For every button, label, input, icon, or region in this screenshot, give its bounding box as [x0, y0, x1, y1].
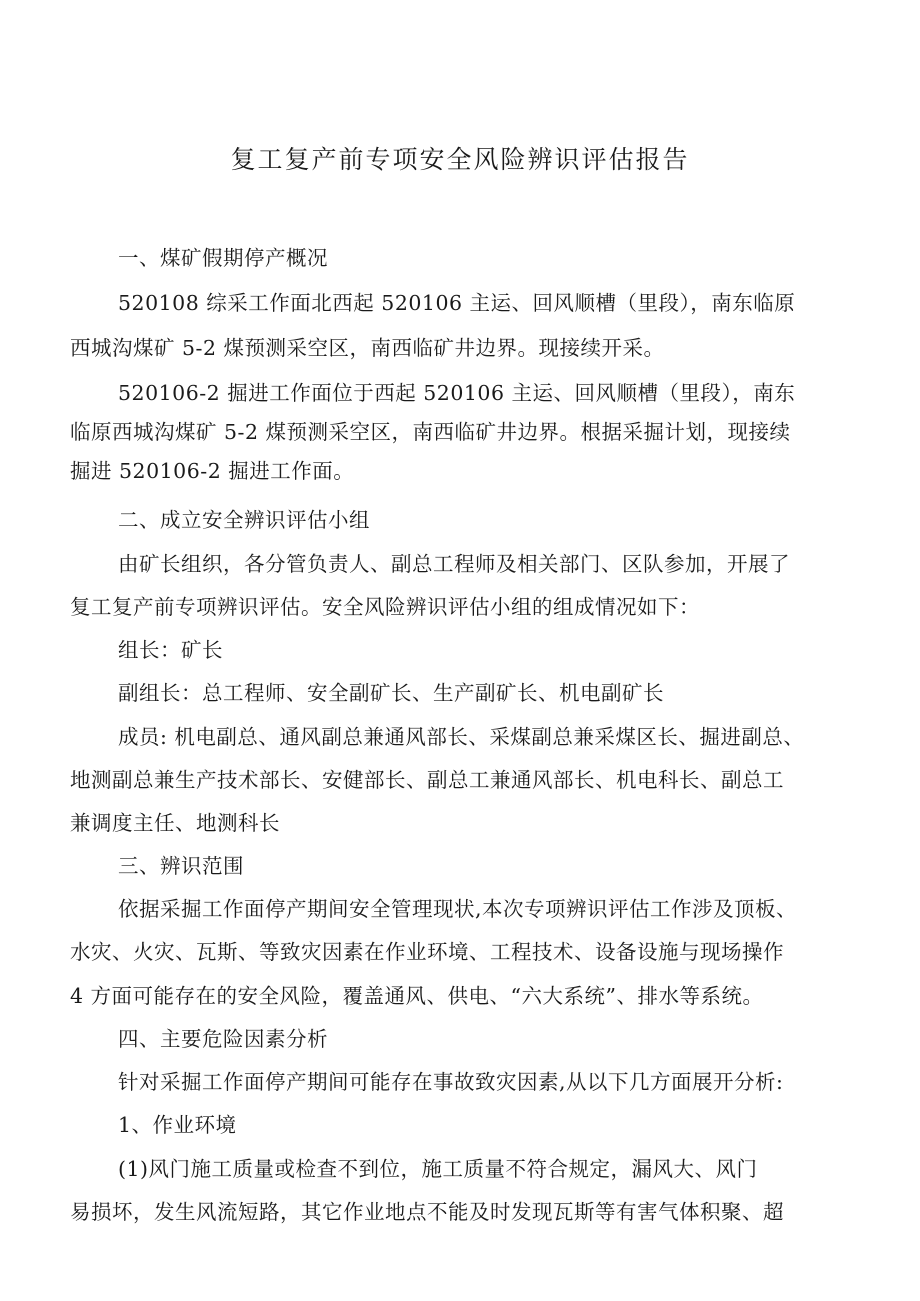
- paragraph-line: 西城沟煤矿 5-2 煤预测采空区，南西临矿井边界。现接续开采。: [70, 336, 665, 360]
- members-line: 兼调度主任、地测科长: [70, 811, 280, 835]
- team-leader-line: 组长：矿长: [118, 638, 223, 662]
- subsection-heading: 1、作业环境: [118, 1113, 237, 1137]
- document-title: 复工复产前专项安全风险辨识评估报告: [230, 145, 690, 174]
- paragraph-line: 520108 综采工作面北西起 520106 主运、回风顺槽（里段），南东临原: [118, 291, 796, 315]
- section-heading-3: 三、辨识范围: [118, 854, 244, 878]
- paragraph-line: 易损坏，发生风流短路，其它作业地点不能及时发现瓦斯等有害气体积聚、超: [70, 1200, 784, 1224]
- section-heading-1: 一、煤矿假期停产概况: [118, 246, 328, 270]
- paragraph-line: 针对采掘工作面停产期间可能存在事故致灾因素,从以下几方面展开分析:: [118, 1070, 784, 1094]
- paragraph-line: 4 方面可能存在的安全风险，覆盖通风、供电、“六大系统”、排水等系统。: [70, 984, 764, 1008]
- deputy-leader-line: 副组长：总工程师、安全副矿长、生产副矿长、机电副矿长: [118, 681, 664, 705]
- paragraph-line: 由矿长组织，各分管负责人、副总工程师及相关部门、区队参加，开展了: [118, 552, 790, 576]
- section-heading-2: 二、成立安全辨识评估小组: [118, 508, 370, 532]
- paragraph-line: 复工复产前专项辨识评估。安全风险辨识评估小组的组成情况如下：: [70, 595, 700, 619]
- members-line: 地测副总兼生产技术部长、安健部长、副总工兼通风部长、机电科长、副总工: [70, 768, 784, 792]
- members-line: 成员: 机电副总、通风副总兼通风部长、采煤副总兼采煤区长、掘进副总、: [118, 725, 805, 749]
- paragraph-line: 依据采掘工作面停产期间安全管理现状,本次专项辨识评估工作涉及顶板、: [118, 897, 798, 921]
- paragraph-line: 临原西城沟煤矿 5-2 煤预测采空区，南西临矿井边界。根据采掘计划，现接续: [70, 420, 791, 444]
- paragraph-line: 520106-2 掘进工作面位于西起 520106 主运、回风顺槽（里段），南东: [118, 381, 796, 405]
- section-heading-4: 四、主要危险因素分析: [118, 1027, 328, 1051]
- paragraph-line: (1)风门施工质量或检查不到位，施工质量不符合规定，漏风大、风门: [118, 1157, 758, 1181]
- paragraph-line: 掘进 520106-2 掘进工作面。: [70, 459, 355, 483]
- paragraph-line: 水灾、火灾、瓦斯、等致灾因素在作业环境、工程技术、设备设施与现场操作: [70, 940, 784, 964]
